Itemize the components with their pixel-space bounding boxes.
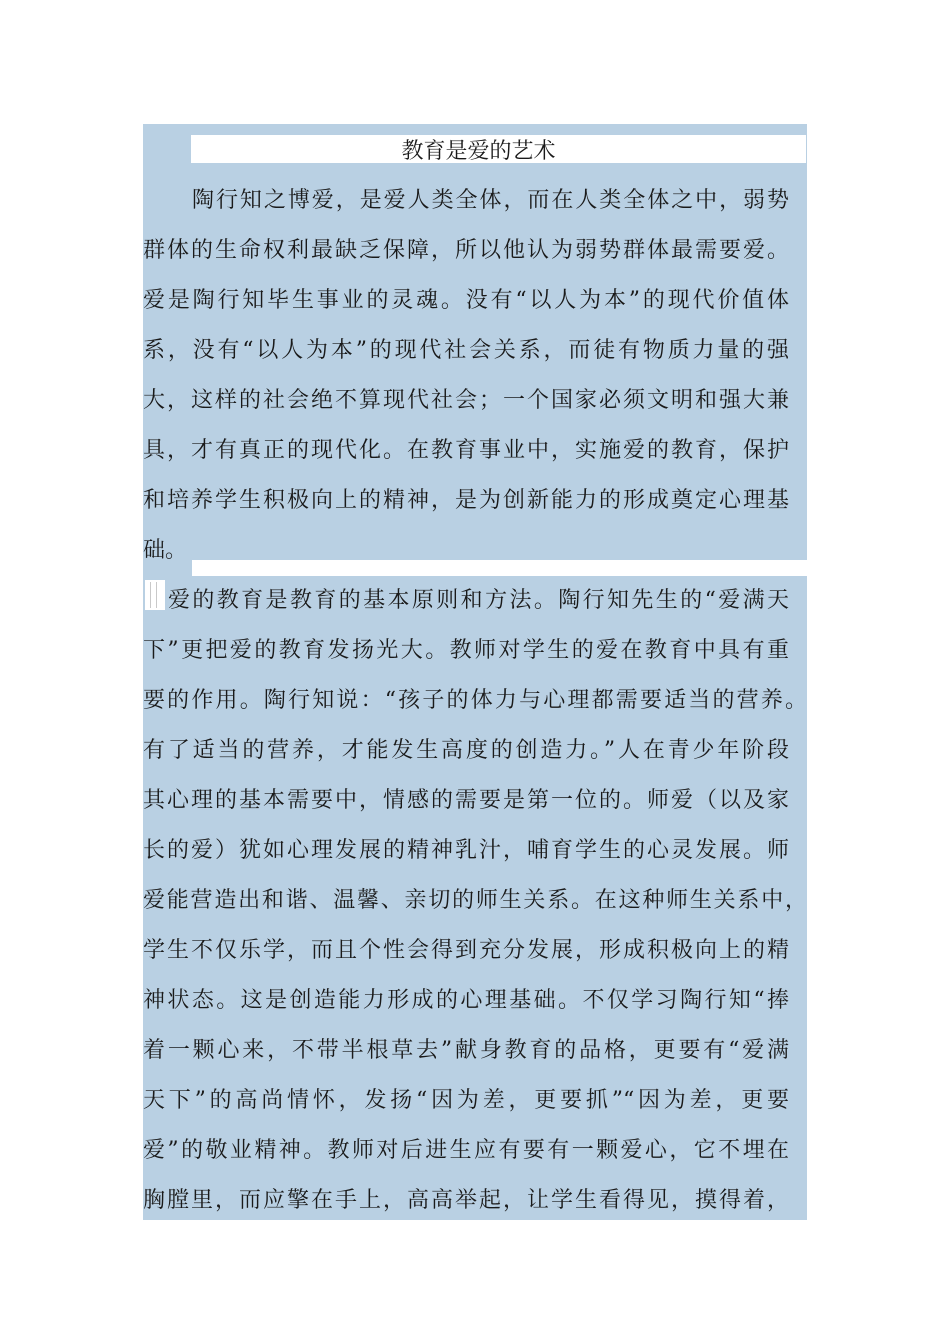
body-line: 有了适当的营养，才能发生高度的创造力。”人在青少年阶段 (143, 738, 789, 763)
body-line: 爱能营造出和谐、温馨、亲切的师生关系。在这种师生关系中， (143, 888, 807, 913)
body-line: 大，这样的社会绝不算现代社会；一个国家必须文明和强大兼 (143, 388, 789, 413)
body-line: 天下”的高尚情怀，发扬“因为差，更要抓”“因为差，更要 (143, 1088, 789, 1113)
body-line: 陶行知之博爱，是爱人类全体，而在人类全体之中，弱势 (192, 188, 789, 213)
body-line: 和培养学生积极向上的精神，是为创新能力的形成奠定心理基 (143, 488, 789, 513)
body-line: 爱的教育是教育的基本原则和方法。陶行知先生的“爱满天 (168, 588, 789, 613)
body-line: 胸膛里，而应擎在手上，高高举起，让学生看得见，摸得着， (143, 1188, 789, 1213)
body-line: 系，没有“以人为本”的现代社会关系，而徒有物质力量的强 (143, 338, 789, 363)
body-line: 着一颗心来，不带半根草去”献身教育的品格，更要有“爱满 (143, 1038, 789, 1063)
body-line: 群体的生命权利最缺乏保障，所以他认为弱势群体最需要爱。 (143, 238, 789, 263)
body-line: 其心理的基本需要中，情感的需要是第一位的。师爱（以及家 (143, 788, 789, 813)
text-cursor-icon (145, 580, 165, 610)
body-line: 要的作用。陶行知说：“孩子的体力与心理都需要适当的营养。 (143, 688, 807, 713)
body-line: 具，才有真正的现代化。在教育事业中，实施爱的教育，保护 (143, 438, 789, 463)
body-line: 神状态。这是创造能力形成的心理基础。不仅学习陶行知“捧 (143, 988, 789, 1013)
body-line: 爱是陶行知毕生事业的灵魂。没有“以人为本”的现代价值体 (143, 288, 789, 313)
body-line: 下”更把爱的教育发扬光大。教师对学生的爱在教育中具有重 (143, 638, 789, 663)
body-line: 础。 (143, 538, 188, 563)
body-line: 长的爱）犹如心理发展的精神乳汁，哺育学生的心灵发展。师 (143, 838, 789, 863)
body-line: 学生不仅乐学，而且个性会得到充分发展，形成积极向上的精 (143, 938, 789, 963)
body-line: 爱”的敬业精神。教师对后进生应有要有一颗爱心，它不埋在 (143, 1138, 789, 1163)
page-title: 教育是爱的艺术 (401, 139, 556, 164)
